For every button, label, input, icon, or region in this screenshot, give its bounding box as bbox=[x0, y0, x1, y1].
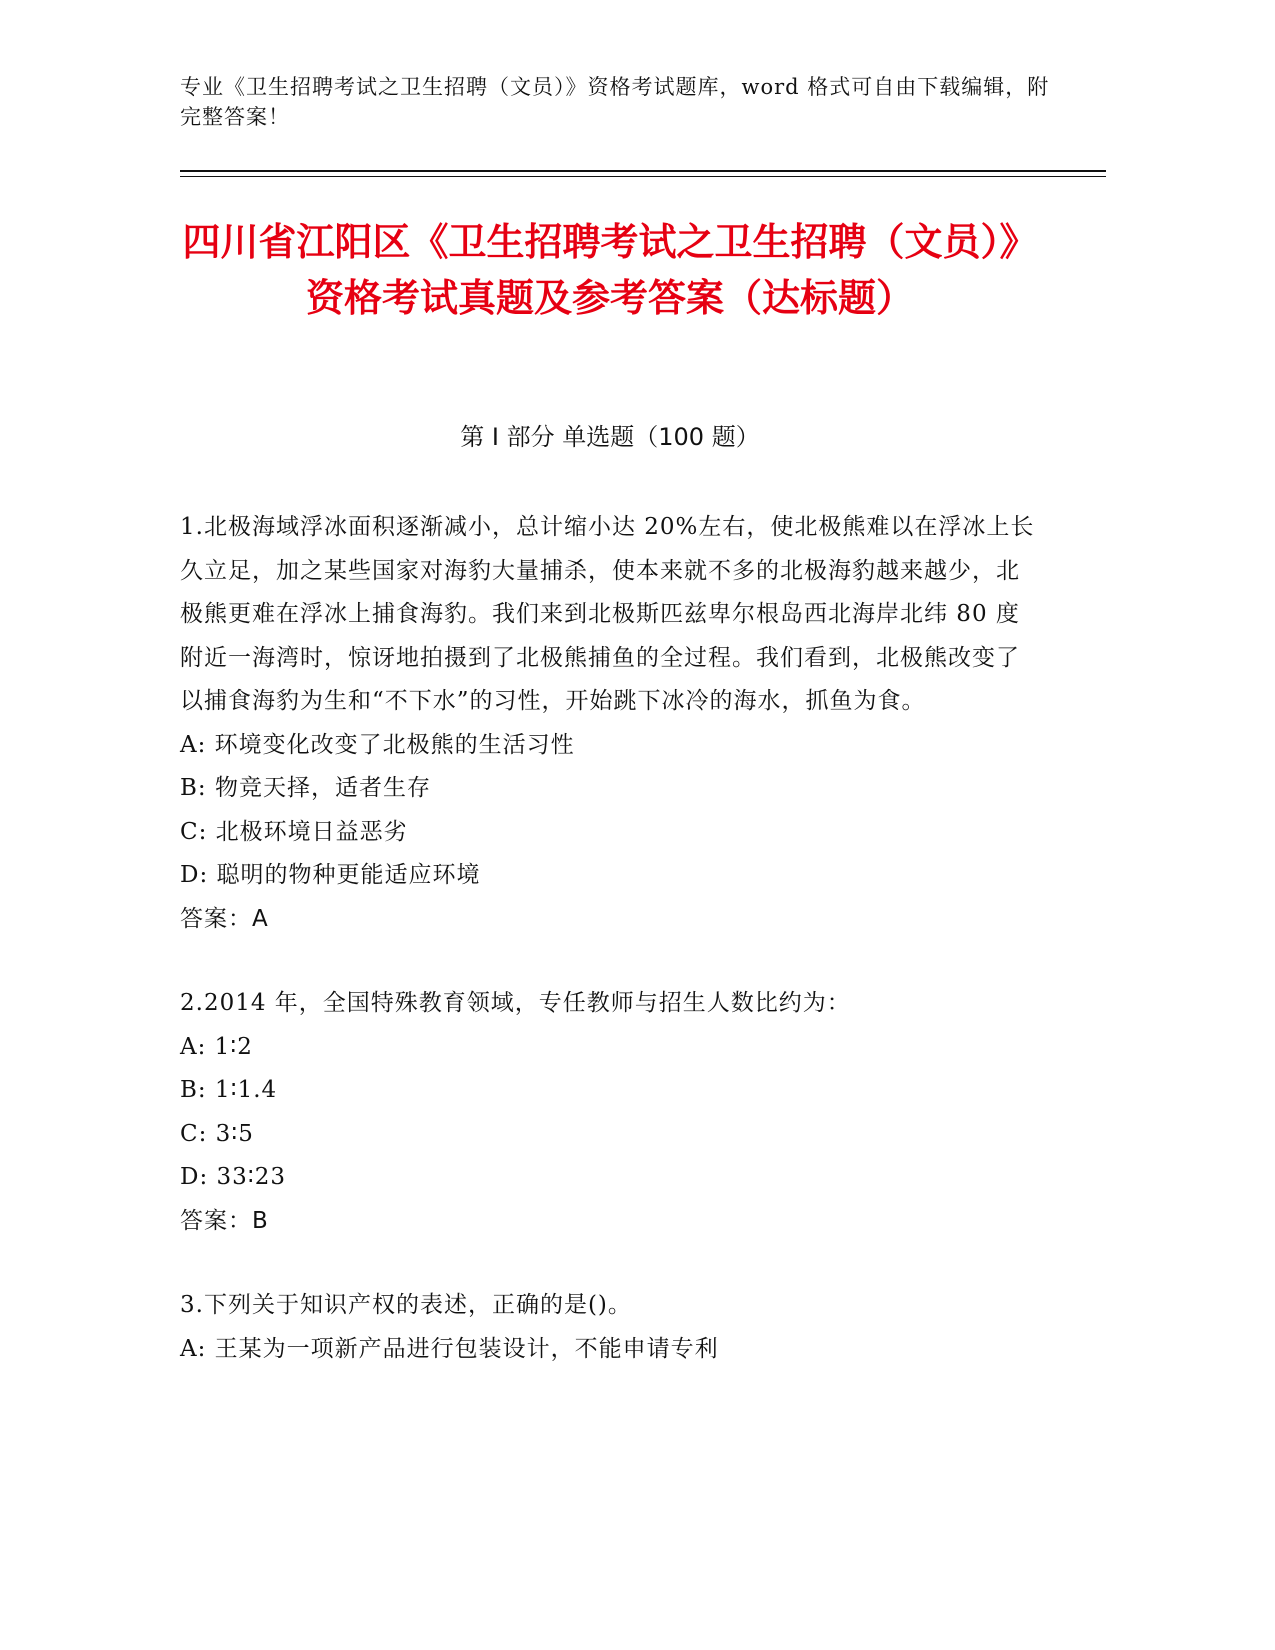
question-stem: 3.下列关于知识产权的表述，正确的是()。 bbox=[180, 1292, 632, 1318]
question-2 bbox=[180, 982, 1040, 1243]
option-d: D: 聪明的物种更能适应环境 bbox=[180, 862, 481, 888]
question-stem: 1.北极海域浮冰面积逐渐减小，总计缩小达 20%左右，使北极熊难以在浮冰上长久立足，加之某些国家对海豹大量捕杀，使本来就不多的北极海豹越来越少，北极熊更难在浮冰上捕食海豹。我们来到北极斯匹兹卑尔根岛西北海岸北纬 80 度附近一海湾时，惊讶地拍摄到了北极熊捕鱼的全过程。我们看到，北极熊改变了以捕食海豹为生和“不下水”的习性，开始跳下冰冷的海水，抓鱼为食。 bbox=[180, 514, 1035, 714]
document-title: 四川省江阳区《卫生招聘考试之卫生招聘（文员）》资格考试真题及参考答案（达标题） bbox=[182, 220, 1038, 320]
option-b: B: 物竞天择，适者生存 bbox=[180, 775, 431, 801]
option-c: C: 3∶5 bbox=[180, 1120, 254, 1147]
header-divider-thin bbox=[180, 176, 1106, 177]
header-divider-thick bbox=[180, 170, 1106, 172]
question-list bbox=[180, 506, 1040, 1412]
option-a: A: 王某为一项新产品进行包装设计，不能申请专利 bbox=[180, 1335, 719, 1362]
option-a: A: 1∶2 bbox=[180, 1033, 253, 1060]
question-stem: 2.2014 年，全国特殊教育领域，专任教师与招生人数比约为： bbox=[180, 990, 851, 1016]
answer: 答案：A bbox=[180, 905, 269, 932]
option-b: B: 1∶1.4 bbox=[180, 1077, 278, 1103]
option-c: C: 北极环境日益恶劣 bbox=[180, 818, 408, 845]
header-note: 专业《卫生招聘考试之卫生招聘（文员）》资格考试题库，word 格式可自由下载编辑，附完整答案！ bbox=[180, 75, 1050, 129]
answer: 答案：B bbox=[180, 1207, 269, 1234]
option-d: D: 33∶23 bbox=[180, 1164, 287, 1190]
option-a: A: 环境变化改变了北极熊的生活习性 bbox=[180, 731, 575, 758]
section-title: 第 I 部分 单选题（100 题） bbox=[460, 423, 760, 451]
question-3 bbox=[180, 1284, 1040, 1371]
question-1 bbox=[180, 506, 1040, 941]
